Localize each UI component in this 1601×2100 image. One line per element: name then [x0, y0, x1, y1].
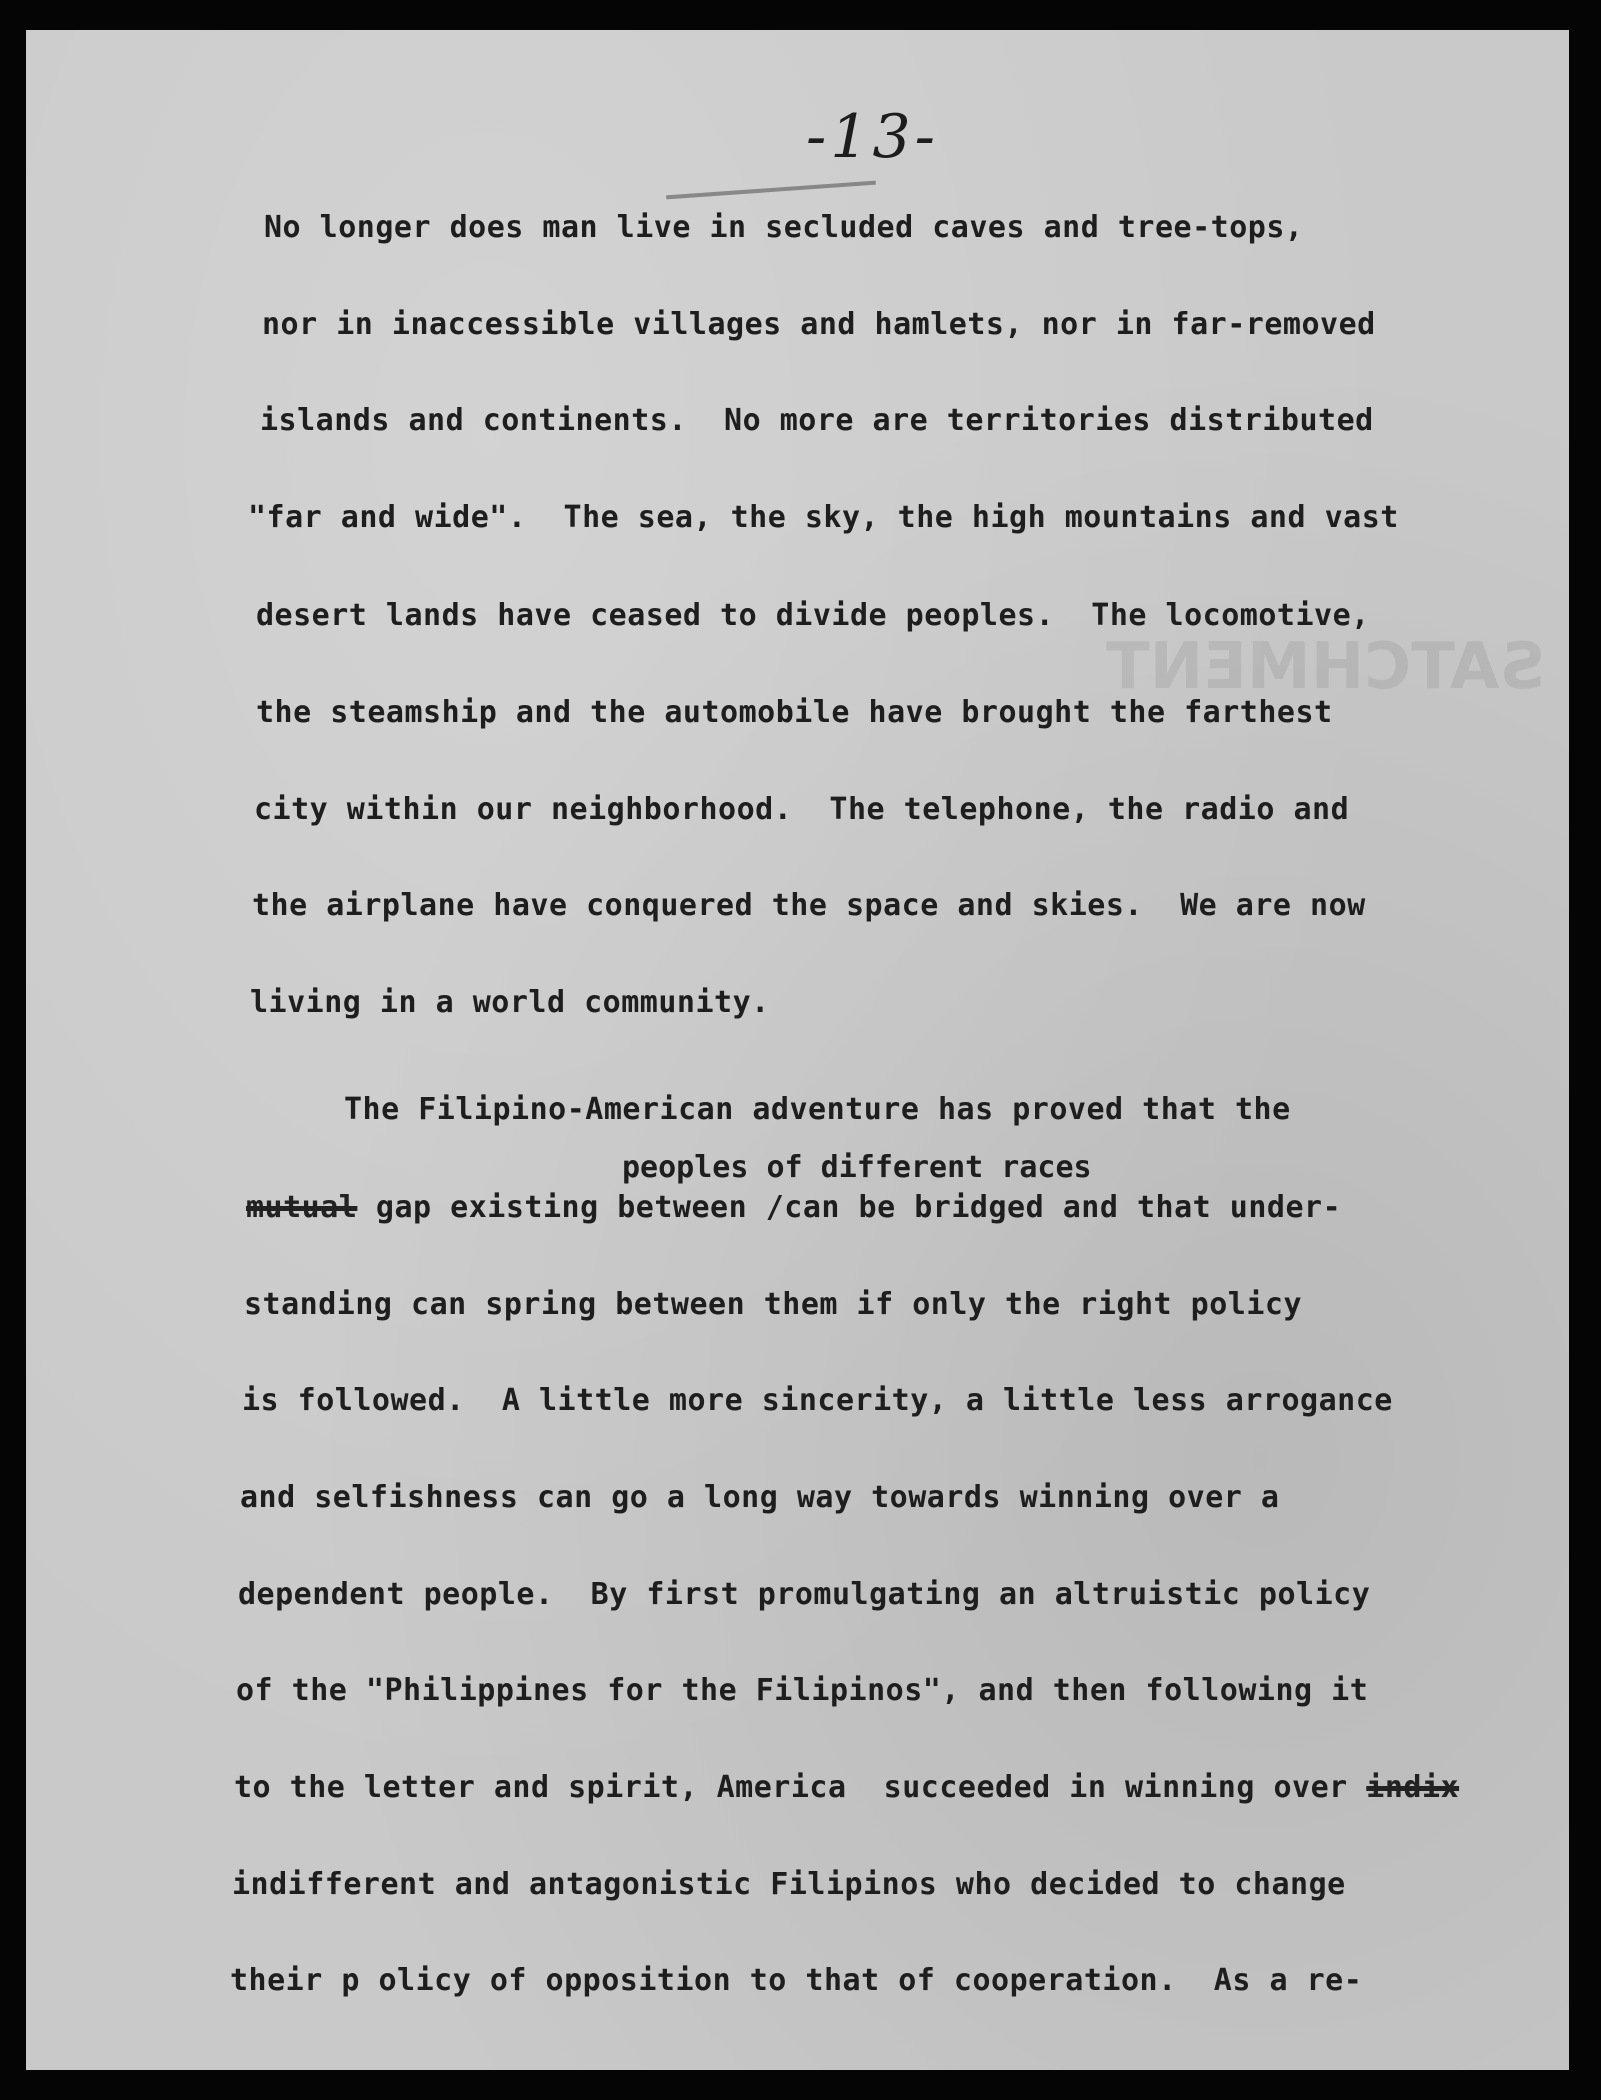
page-number: -13- — [806, 102, 939, 172]
paragraph1-line: desert lands have ceased to divide peoples. The locomotive, — [256, 598, 1370, 633]
paragraph2-line: their p olicy of opposition to that of cooperation. As a re- — [230, 1963, 1363, 1998]
paragraph1-line: "far and wide". The sea, the sky, the high mountains and vast — [248, 500, 1399, 535]
paragraph2-line: of the "Philippines for the Filipinos", and then following it — [236, 1673, 1369, 1708]
bleed-through-text: SATCHMENT — [1106, 630, 1546, 704]
line-text: to the letter and spirit, America succeeded in winning over — [234, 1770, 1348, 1805]
paragraph2-line: dependent people. By first promulgating an altruistic policy — [238, 1577, 1371, 1612]
paragraph2-line-edited — [234, 1770, 1459, 1805]
paragraph1-line: islands and continents. No more are territories distributed — [260, 403, 1374, 438]
body-text — [26, 30, 1569, 2070]
paragraph2-line: standing can spring between them if only the right policy — [244, 1287, 1303, 1322]
struck-word: indix — [1366, 1770, 1460, 1805]
paragraph1-line: the steamship and the automobile have brought the farthest — [256, 695, 1333, 730]
document-page — [26, 30, 1569, 2070]
paragraph1-line: No longer does man live in secluded caves and tree-tops, — [264, 210, 1304, 245]
paragraph2-line: and selfishness can go a long way towards winning over a — [240, 1480, 1280, 1515]
paragraph2-line-edited — [246, 1190, 1341, 1225]
handwritten-insertion: peoples of different races — [622, 1150, 1092, 1185]
paragraph2-line: is followed. A little more sincerity, a little less arrogance — [242, 1383, 1393, 1418]
paragraph2-line: The Filipino-American adventure has proved that the — [344, 1092, 1291, 1127]
paragraph1-line: the airplane have conquered the space and skies. We are now — [252, 888, 1366, 923]
line-text: gap existing between /can be bridged and that under- — [357, 1190, 1342, 1225]
paragraph2-line: indifferent and antagonistic Filipinos who decided to change — [232, 1867, 1346, 1902]
paragraph1-line: living in a world community. — [250, 985, 770, 1020]
paragraph1-line: city within our neighborhood. The telephone, the radio and — [254, 792, 1350, 827]
paragraph1-line: nor in inaccessible villages and hamlets, nor in far-removed — [262, 307, 1376, 342]
struck-word: mutual — [246, 1190, 358, 1225]
